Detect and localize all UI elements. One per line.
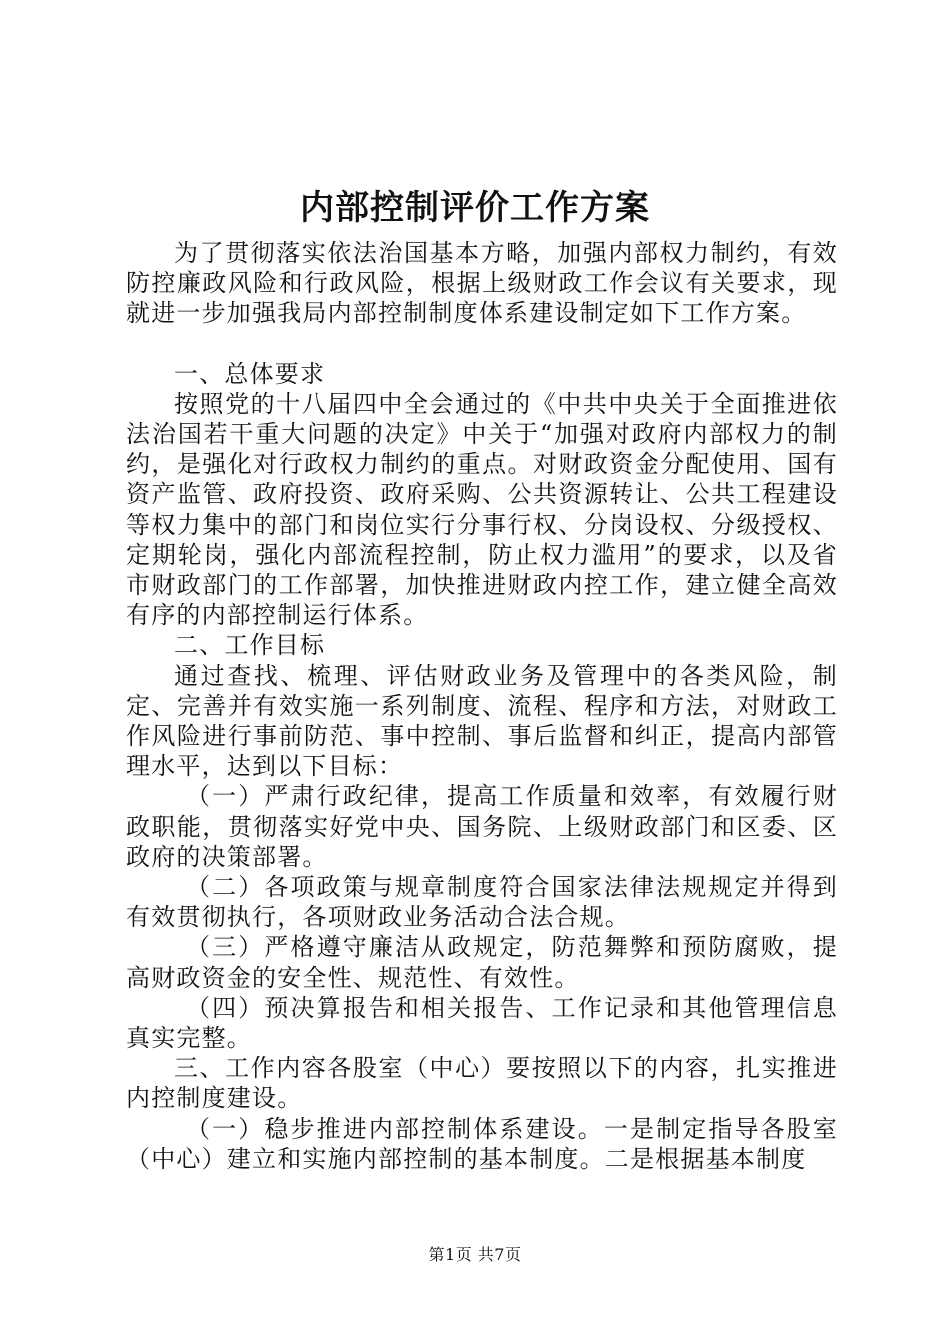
goal-item-2: （二）各项政策与规章制度符合国家法律法规规定并得到有效贯彻执行，各项财政业务活动合法合规。 <box>126 873 838 932</box>
section-heading-overall-requirements: 一、总体要求 <box>174 359 326 388</box>
section-heading-work-content: 三、工作内容各股室（中心）要按照以下的内容，扎实推进内控制度建设。 <box>126 1054 838 1113</box>
document-body <box>126 238 838 1174</box>
paragraph-spacer <box>126 329 838 359</box>
content-item-1: （一）稳步推进内部控制体系建设。一是制定指导各股室（中心）建立和实施内部控制的基本制度。二是根据基本制度 <box>126 1114 838 1173</box>
intro-paragraph: 为了贯彻落实依法治国基本方略，加强内部权力制约，有效防控廉政风险和行政风险，根据上级财政工作会议有关要求，现就进一步加强我局内部控制制度体系建设制定如下工作方案。 <box>126 239 838 328</box>
work-goals-paragraph: 通过查找、梳理、评估财政业务及管理中的各类风险，制定、完善并有效实施一系列制度、流程、程序和方法，对财政工作风险进行事前防范、事中控制、事后监督和纠正，提高内部管理水平，达到以下目标： <box>126 661 838 781</box>
goal-item-3: （三）严格遵守廉洁从政规定，防范舞弊和预防腐败，提高财政资金的安全性、规范性、有效性。 <box>126 933 838 992</box>
overall-requirements-paragraph: 按照党的十八届四中全会通过的《中共中央关于全面推进依法治国若干重大问题的决定》中关于“加强对政府内部权力的制约，是强化对行政权力制约的重点。对财政资金分配使用、国有资产监管、政府投资、政府采购、公共资源转让、公共工程建设等权力集中的部门和岗位实行分事行权、分岗设权、分级授权、定期轮岗，强化内部流程控制，防止权力滥用”的要求，以及省市财政部门的工作部署，加快推进财政内控工作，建立健全高效有序的内部控制运行体系。 <box>126 389 838 630</box>
goal-item-1: （一）严肃行政纪律，提高工作质量和效率，有效履行财政职能，贯彻落实好党中央、国务院、上级财政部门和区委、区政府的决策部署。 <box>126 782 838 871</box>
document-title: 内部控制评价工作方案 <box>300 188 650 228</box>
page-footer: 第1页 共7页 <box>428 1245 522 1264</box>
section-heading-work-goals: 二、工作目标 <box>174 631 326 660</box>
goal-item-4: （四）预决算报告和相关报告、工作记录和其他管理信息真实完整。 <box>126 993 838 1053</box>
